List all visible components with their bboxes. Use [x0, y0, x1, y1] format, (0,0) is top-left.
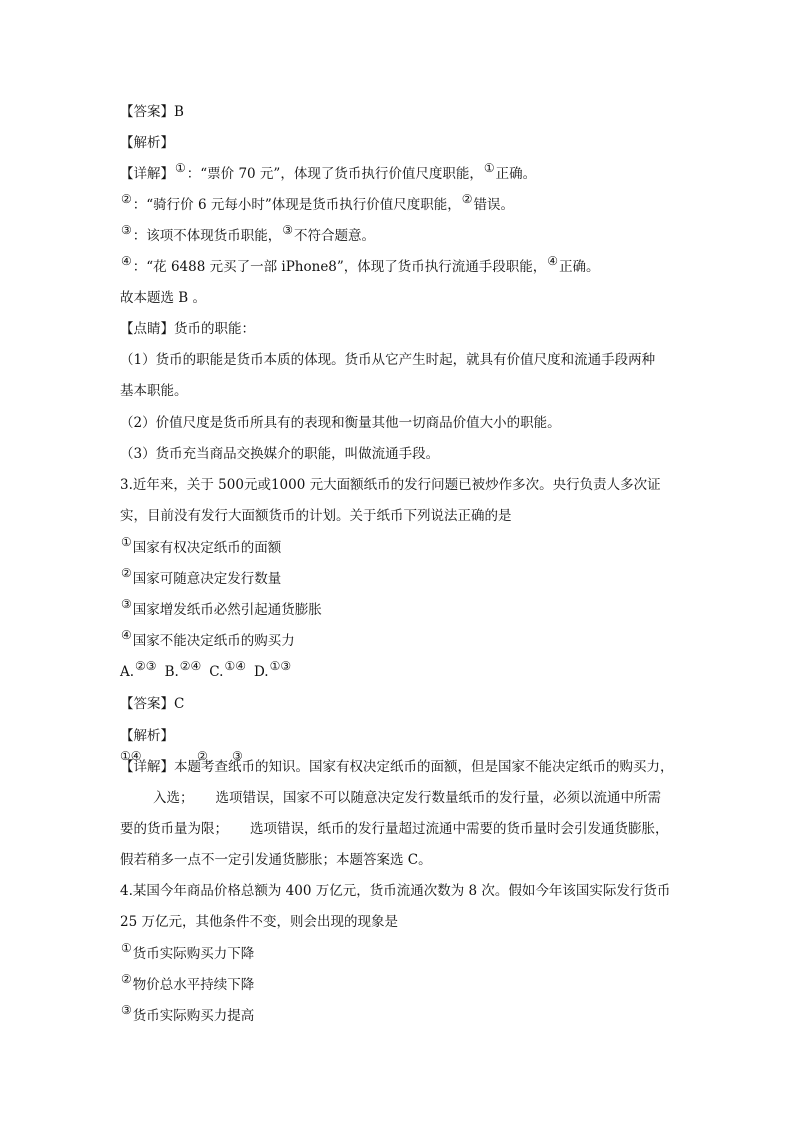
q3-analysis-label: 【解析】	[120, 728, 174, 744]
overlay-mark-2: ②	[197, 749, 208, 763]
tip-line-2: （2）价值尺度是货币所具有的表现和衡量其他一切商品价值大小的职能。	[120, 415, 561, 431]
q3-option-2: ②国家可随意决定发行数量	[121, 566, 282, 587]
overlay-marks-14: ①④	[120, 749, 142, 763]
q3-detail-1: 【详解】本题考查纸币的知识。国家有权决定纸币的面额，但是国家不能决定纸币的购买力，	[120, 759, 674, 775]
q4-stem-2: 25 万亿元，其他条件不变，则会出现的现象是	[120, 914, 398, 930]
q3-option-3: ③国家增发纸币必然引起通货膨胀	[121, 597, 322, 618]
q3-detail-3: 要的货币量为限； 选项错误，纸币的发行量超过流通中需要的货币量时会引发通货膨胀，	[120, 821, 669, 837]
q3-stem-1: 3.近年来，关于 500元或1000 元大面额纸币的发行问题已被炒作多次。央行负责人多次证	[120, 477, 661, 493]
analysis-label: 【解析】	[120, 135, 174, 151]
tip-line-1b: 基本职能。	[120, 383, 188, 399]
answer-line: 【答案】B	[120, 104, 184, 120]
q3-option-4: ④国家不能决定纸币的购买力	[121, 628, 295, 649]
detail-line-1: 【详解】①：“票价 70 元”，体现了货币执行价值尺度职能，①正确。	[120, 161, 537, 182]
tip-line-1a: （1）货币的职能是货币本质的体现。货币从它产生时起，就具有价值尺度和流通手段两种	[120, 352, 656, 368]
q4-option-1: ①货币实际购买力下降	[121, 941, 255, 962]
q4-option-3: ③货币实际购买力提高	[121, 1003, 255, 1024]
q3-detail-4: 假若稍多一点不一定引发通货膨胀；本题答案选 C。	[120, 852, 432, 868]
tip-title: 【点睛】货币的职能：	[120, 321, 255, 337]
q4-stem-1: 4.某国今年商品价格总额为 400 万亿元，货币流通次数为 8 次。假如今年该国实际发行货币	[120, 883, 671, 899]
q3-choices: A.②③ B.②④ C.①④ D.①③	[120, 659, 292, 680]
q4-option-2: ②物价总水平持续下降	[121, 972, 255, 993]
overlay-mark-3: ③	[232, 749, 243, 763]
tip-line-3: （3）货币充当商品交换媒介的职能，叫做流通手段。	[120, 446, 440, 462]
q3-answer: 【答案】C	[120, 696, 185, 712]
conclusion-line: 故本题选 B 。	[120, 290, 207, 306]
q3-stem-2: 实，目前没有发行大面额货币的计划。关于纸币下列说法正确的是	[120, 508, 512, 524]
q3-detail-2: 入选； 选项错误，国家不可以随意决定发行数量纸币的发行量，必须以流通中所需	[153, 790, 661, 806]
detail-line-3: ③：该项不体现货币职能，③不符合题意。	[121, 223, 376, 244]
detail-line-4: ④：“花 6488 元买了一部 iPhone8”，体现了货币执行流通手段职能，④正确。	[121, 254, 600, 275]
q3-option-1: ①国家有权决定纸币的面额	[121, 535, 282, 556]
detail-line-2: ②：“骑行价 6 元每小时”体现是货币执行价值尺度职能，②错误。	[121, 192, 515, 213]
